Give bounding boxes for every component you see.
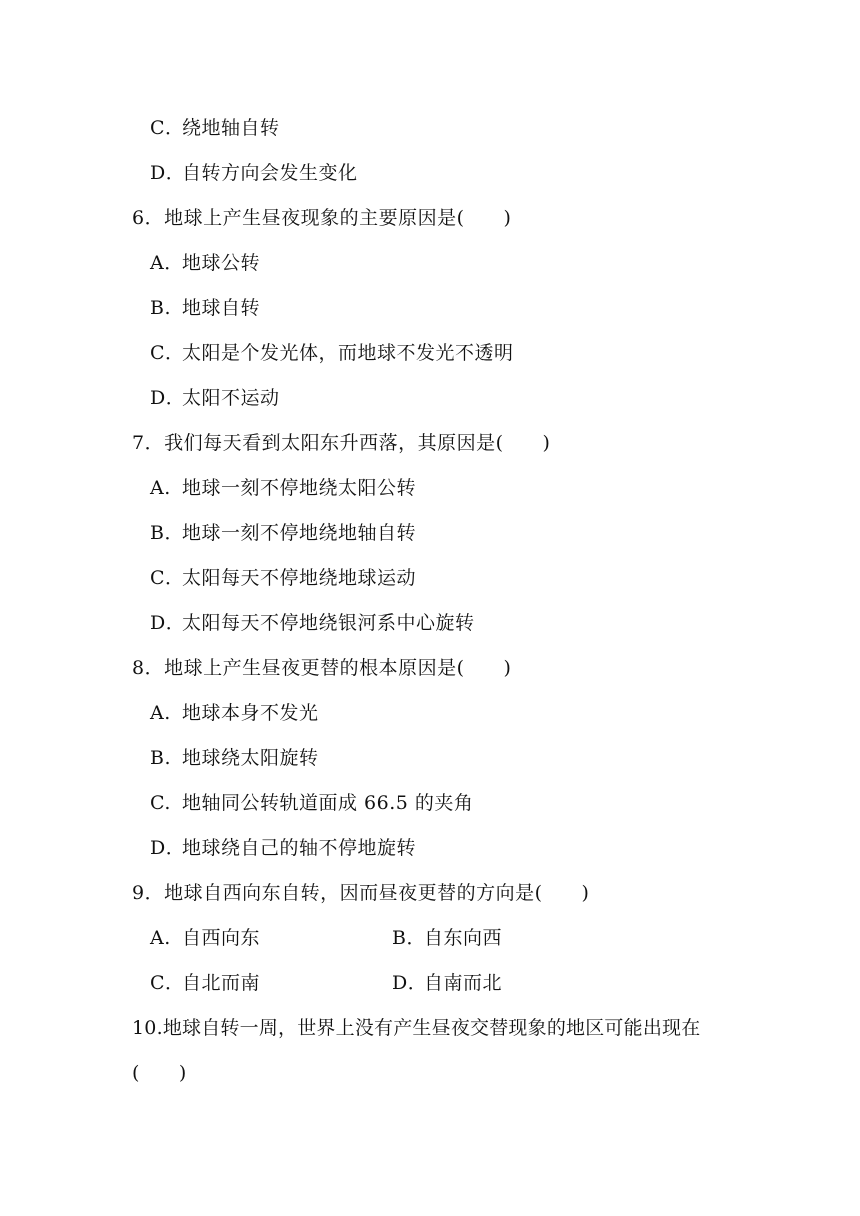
- option-key: A.: [150, 927, 171, 949]
- option-text: 自西向东: [182, 927, 261, 949]
- q8-option-b: [150, 746, 319, 770]
- q8-option-c: [150, 791, 473, 815]
- option-text: 自转方向会发生变化: [182, 162, 358, 184]
- option-key: D．: [150, 612, 186, 634]
- q8-option-a: [150, 701, 319, 725]
- option-key: B.: [150, 297, 172, 319]
- option-key: A．: [150, 252, 184, 274]
- option-text: 太阳不运动: [182, 387, 280, 409]
- option-key: D．: [150, 837, 186, 859]
- q6-option-b: [150, 296, 260, 320]
- q6-stem: 6．地球上产生昼夜现象的主要原因是( ): [132, 207, 512, 229]
- option-key: A.: [150, 477, 171, 499]
- option-text: 自东向西: [424, 927, 503, 949]
- q7-stem: 7．我们每天看到太阳东升西落，其原因是( ): [132, 432, 551, 454]
- option-text: 地球绕太阳旋转: [182, 747, 319, 769]
- q5-option-c: [150, 116, 280, 140]
- option-key: B.: [150, 747, 172, 769]
- option-text: 地球一刻不停地绕太阳公转: [182, 477, 417, 499]
- option-key: C．: [150, 117, 185, 139]
- q6-option-d: [150, 386, 280, 410]
- option-key: C.: [150, 792, 171, 814]
- q9-stem: 9．地球自西向东自转，因而昼夜更替的方向是( ): [132, 882, 590, 904]
- q7-option-b: [150, 521, 416, 545]
- q9-option-b: [392, 926, 502, 950]
- option-text: 太阳是个发光体，而地球不发光不透明: [182, 342, 514, 364]
- option-text: 太阳每天不停地绕地球运动: [182, 567, 417, 589]
- option-text: 地轴同公转轨道面成 66.5 的夹角: [182, 792, 474, 814]
- option-text: 地球自转: [182, 297, 261, 319]
- option-text: 地球一刻不停地绕地轴自转: [182, 522, 417, 544]
- option-text: 地球本身不发光: [182, 702, 319, 724]
- q9-option-d: [392, 971, 502, 995]
- q10-stem: 10.地球自转一周，世界上没有产生昼夜交替现象的地区可能出现在: [132, 1017, 701, 1039]
- q7-option-a: [150, 476, 416, 500]
- option-key: C．: [150, 567, 185, 589]
- option-text: 自南而北: [424, 972, 503, 994]
- q9-option-c: [150, 971, 260, 995]
- option-text: 地球绕自己的轴不停地旋转: [182, 837, 417, 859]
- option-text: 自北而南: [182, 972, 261, 994]
- q6-option-c: [150, 341, 514, 365]
- option-key: A.: [150, 702, 171, 724]
- q5-option-d: [150, 161, 358, 185]
- q8-stem: 8．地球上产生昼夜更替的根本原因是( ): [132, 657, 512, 679]
- option-key: B．: [392, 927, 426, 949]
- q7-option-c: [150, 566, 416, 590]
- option-text: 绕地轴自转: [182, 117, 280, 139]
- option-key: D．: [392, 972, 428, 994]
- option-key: C．: [150, 342, 185, 364]
- option-text: 地球公转: [182, 252, 261, 274]
- option-key: C．: [150, 972, 185, 994]
- q6-option-a: [150, 251, 260, 275]
- option-key: B．: [150, 522, 184, 544]
- q10-stem-continuation: ( ): [132, 1062, 187, 1084]
- option-text: 太阳每天不停地绕银河系中心旋转: [182, 612, 475, 634]
- q8-option-d: [150, 836, 416, 860]
- option-key: D．: [150, 162, 186, 184]
- q9-option-a: [150, 926, 260, 950]
- option-key: D．: [150, 387, 186, 409]
- q7-option-d: [150, 611, 475, 635]
